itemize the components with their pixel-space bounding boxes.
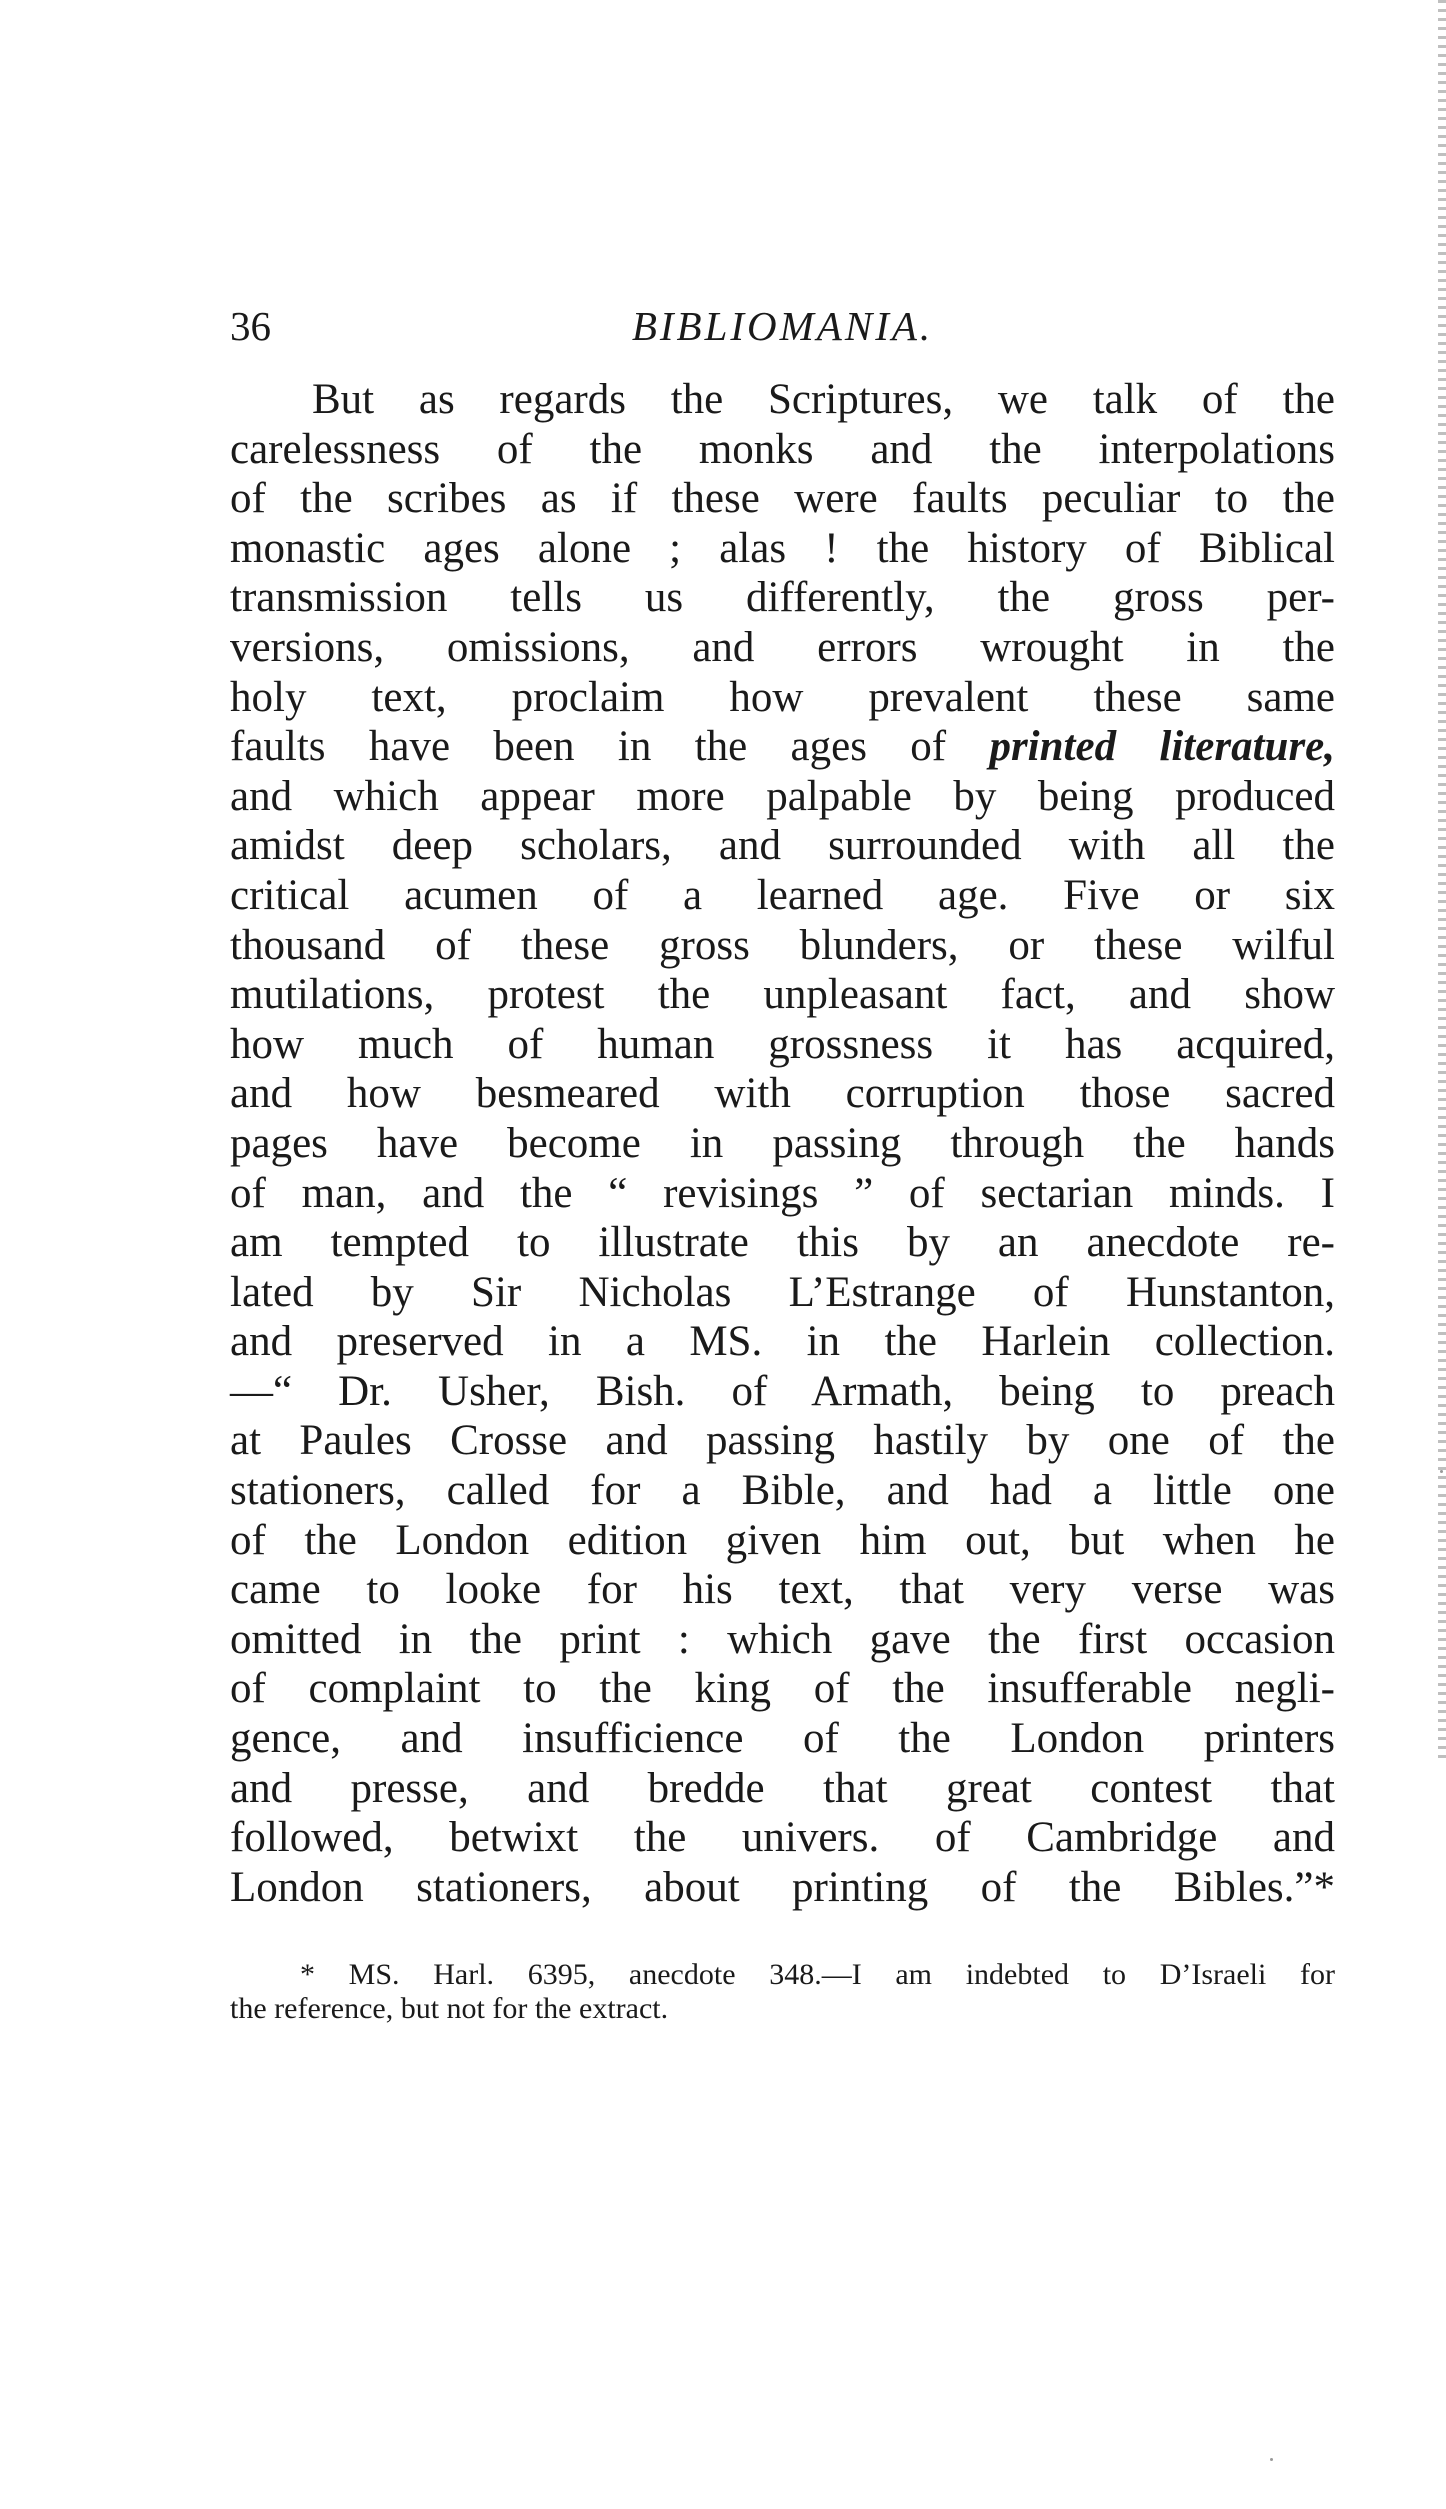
text-line: monastic ages alone ; alas ! the history of Biblical bbox=[230, 524, 1335, 572]
text-line: thousand of these gross blunders, or these wilful bbox=[230, 921, 1335, 969]
text-line: stationers, called for a Bible, and had a little one bbox=[230, 1467, 1335, 1515]
text-line: transmission tells us differently, the gross per- bbox=[230, 574, 1335, 622]
text-line: carelessness of the monks and the interpolations bbox=[230, 425, 1335, 473]
footnote bbox=[230, 1958, 1335, 2026]
body-paragraph bbox=[230, 375, 1335, 1912]
footnote-line: * MS. Harl. 6395, anecdote 348.—I am indebted to D’Israeli for bbox=[300, 1958, 1335, 1991]
text-line: lated by Sir Nicholas L’Estrange of Hunstanton, bbox=[230, 1268, 1335, 1316]
text-line: of the scribes as if these were faults peculiar to the bbox=[230, 475, 1335, 523]
emphasized-phrase: printed literature, bbox=[989, 723, 1336, 771]
text-line: pages have become in passing through the hands bbox=[230, 1119, 1335, 1167]
text-line: —“ Dr. Usher, Bish. of Armath, being to preach bbox=[230, 1367, 1335, 1415]
text-line: amidst deep scholars, and surrounded with all the bbox=[230, 822, 1335, 870]
page-header bbox=[230, 296, 1335, 356]
text-line: followed, betwixt the univers. of Cambridge and bbox=[230, 1814, 1335, 1862]
text-line: omitted in the print : which gave the first occasion bbox=[230, 1615, 1335, 1663]
text-line: and how besmeared with corruption those sacred bbox=[230, 1070, 1335, 1118]
text-line: of man, and the “ revisings ” of sectarian minds. I bbox=[230, 1169, 1335, 1217]
text-line: mutilations, protest the unpleasant fact, and show bbox=[230, 971, 1335, 1019]
text-line: of complaint to the king of the insufferable negli- bbox=[230, 1665, 1335, 1713]
text-line: versions, omissions, and errors wrought in the bbox=[230, 623, 1335, 671]
text-line-part: faults have been in the ages of bbox=[230, 723, 947, 771]
footnote-line: the reference, but not for the extract. bbox=[230, 1992, 669, 2025]
paper-speck bbox=[1270, 2458, 1273, 2461]
running-title: BIBLIOMANIA. bbox=[631, 303, 934, 349]
text-line: came to looke for his text, that very verse was bbox=[230, 1566, 1335, 1614]
text-line: critical acumen of a learned age. Five or six bbox=[230, 871, 1335, 919]
text-line: at Paules Crosse and passing hastily by one of the bbox=[230, 1417, 1335, 1465]
text-line-with-emphasis bbox=[230, 722, 1335, 772]
text-line: and presse, and bredde that great contest that bbox=[230, 1764, 1335, 1812]
text-line: holy text, proclaim how prevalent these same bbox=[230, 673, 1335, 721]
text-line: and which appear more palpable by being produced bbox=[230, 772, 1335, 820]
page-number: 36 bbox=[230, 303, 271, 349]
text-line: gence, and insufficience of the London printers bbox=[230, 1715, 1335, 1763]
text-line: of the London edition given him out, but when he bbox=[230, 1516, 1335, 1564]
text-line: how much of human grossness it has acquired, bbox=[230, 1020, 1335, 1068]
scan-edge-mark bbox=[1438, 0, 1446, 1760]
text-line: am tempted to illustrate this by an anecdote re- bbox=[230, 1219, 1335, 1267]
text-line: But as regards the Scriptures, we talk of the bbox=[312, 376, 1335, 423]
paper-speck bbox=[1440, 1470, 1443, 1473]
text-line: London stationers, about printing of the Bibles.”* bbox=[230, 1863, 1335, 1911]
text-line: and preserved in a MS. in the Harlein collection. bbox=[230, 1318, 1335, 1366]
